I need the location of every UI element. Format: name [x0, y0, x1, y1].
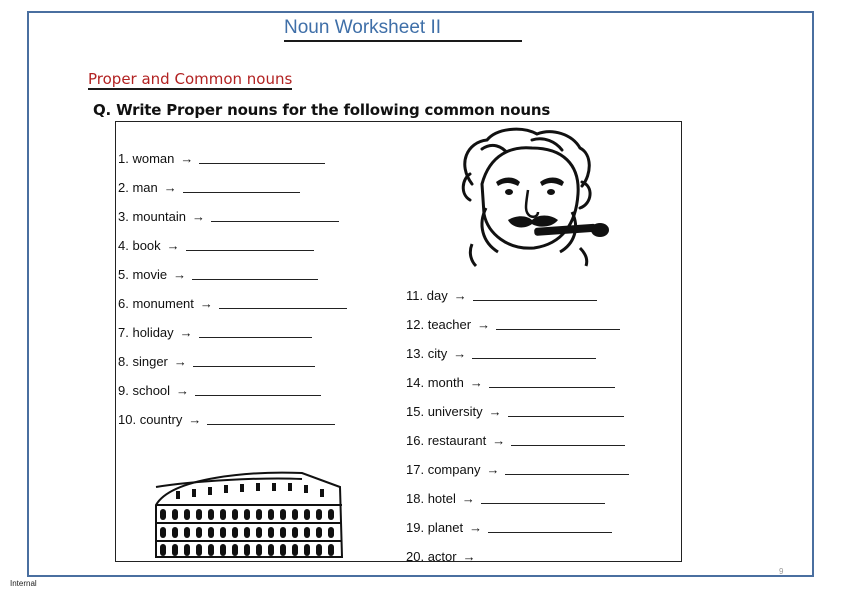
arrow-icon: →: [199, 296, 213, 311]
answer-line[interactable]: [193, 356, 315, 367]
answer-line[interactable]: [481, 493, 605, 504]
item-word: country: [139, 412, 183, 427]
list-item: [406, 491, 605, 506]
item-word: teacher: [427, 317, 472, 332]
list-item: [118, 383, 321, 398]
item-number: 11.: [406, 288, 424, 303]
classification-label: Internal: [10, 579, 37, 588]
list-item: [406, 288, 597, 303]
worksheet-image: [115, 121, 682, 562]
item-number: 17.: [406, 462, 425, 477]
answer-line[interactable]: [473, 290, 597, 301]
list-item: [118, 238, 314, 253]
list-item: [406, 375, 615, 390]
item-word: hotel: [427, 491, 456, 506]
item-number: 12.: [406, 317, 425, 332]
item-number: 16.: [406, 433, 425, 448]
item-number: 20.: [406, 549, 425, 564]
item-number: 7.: [118, 325, 129, 340]
arrow-icon: →: [492, 433, 506, 448]
answer-line[interactable]: [192, 269, 318, 280]
item-number: 15.: [406, 404, 425, 419]
answer-line[interactable]: [511, 435, 625, 446]
list-item: [118, 180, 300, 195]
answer-line[interactable]: [482, 551, 606, 562]
list-item: [118, 209, 339, 224]
item-word: university: [427, 404, 483, 419]
item-number: 4.: [118, 238, 129, 253]
item-word: mountain: [132, 209, 186, 224]
item-number: 6.: [118, 296, 129, 311]
arrow-icon: →: [180, 151, 194, 166]
list-item: [118, 412, 335, 427]
arrow-icon: →: [453, 288, 467, 303]
arrow-icon: →: [166, 238, 180, 253]
answer-line[interactable]: [195, 385, 321, 396]
answer-line[interactable]: [211, 211, 339, 222]
arrow-icon: →: [462, 549, 476, 564]
item-word: school: [132, 383, 171, 398]
item-number: 2.: [118, 180, 129, 195]
item-number: 13.: [406, 346, 425, 361]
answer-line[interactable]: [489, 377, 615, 388]
answer-line[interactable]: [472, 348, 596, 359]
item-word: company: [427, 462, 481, 477]
list-item: [406, 462, 629, 477]
section-subtitle: Proper and Common nouns: [88, 70, 293, 88]
answer-line[interactable]: [183, 182, 300, 193]
page-number: 9: [779, 567, 784, 576]
arrow-icon: →: [477, 317, 491, 332]
answer-line[interactable]: [219, 298, 347, 309]
item-word: city: [427, 346, 448, 361]
answer-line[interactable]: [505, 464, 629, 475]
list-item: [118, 296, 347, 311]
portrait-sketch-illustration: [452, 124, 612, 268]
colosseum-illustration: [152, 467, 348, 561]
list-item: [118, 151, 325, 166]
question-prompt: Q. Write Proper nouns for the following common nouns: [93, 101, 551, 119]
answer-line[interactable]: [508, 406, 624, 417]
item-word: month: [427, 375, 464, 390]
item-word: monument: [132, 296, 194, 311]
item-word: book: [132, 238, 161, 253]
item-number: 5.: [118, 267, 129, 282]
item-number: 3.: [118, 209, 129, 224]
arrow-icon: →: [486, 462, 500, 477]
arrow-icon: →: [469, 520, 483, 535]
item-word: woman: [132, 151, 175, 166]
item-number: 9.: [118, 383, 129, 398]
arrow-icon: →: [163, 180, 177, 195]
item-number: 1.: [118, 151, 129, 166]
arrow-icon: →: [488, 404, 502, 419]
item-word: restaurant: [427, 433, 487, 448]
answer-line[interactable]: [199, 327, 312, 338]
arrow-icon: →: [461, 491, 475, 506]
list-item: [406, 433, 625, 448]
item-number: 14.: [406, 375, 425, 390]
item-number: 10.: [118, 412, 137, 427]
item-word: day: [426, 288, 448, 303]
arrow-icon: →: [173, 354, 187, 369]
arrow-icon: →: [179, 325, 193, 340]
answer-line[interactable]: [207, 414, 335, 425]
item-number: 8.: [118, 354, 129, 369]
list-item: [406, 520, 612, 535]
answer-line[interactable]: [199, 153, 325, 164]
item-word: singer: [132, 354, 168, 369]
page-title: Noun Worksheet II: [284, 17, 522, 42]
arrow-icon: →: [453, 346, 467, 361]
list-item: [118, 267, 318, 282]
item-word: movie: [132, 267, 168, 282]
answer-line[interactable]: [496, 319, 620, 330]
arrow-icon: →: [191, 209, 205, 224]
answer-line[interactable]: [488, 522, 612, 533]
arrow-icon: →: [173, 267, 187, 282]
list-item: [406, 404, 624, 419]
item-number: 18.: [406, 491, 425, 506]
list-item: [406, 317, 620, 332]
item-word: actor: [427, 549, 457, 564]
arrow-icon: →: [188, 412, 202, 427]
item-number: 19.: [406, 520, 425, 535]
item-word: man: [132, 180, 158, 195]
arrow-icon: →: [176, 383, 190, 398]
item-word: planet: [427, 520, 464, 535]
answer-line[interactable]: [186, 240, 314, 251]
list-item: [406, 346, 596, 361]
list-item: [118, 325, 312, 340]
item-word: holiday: [132, 325, 174, 340]
arrow-icon: →: [469, 375, 483, 390]
list-item: [406, 549, 606, 564]
list-item: [118, 354, 315, 369]
